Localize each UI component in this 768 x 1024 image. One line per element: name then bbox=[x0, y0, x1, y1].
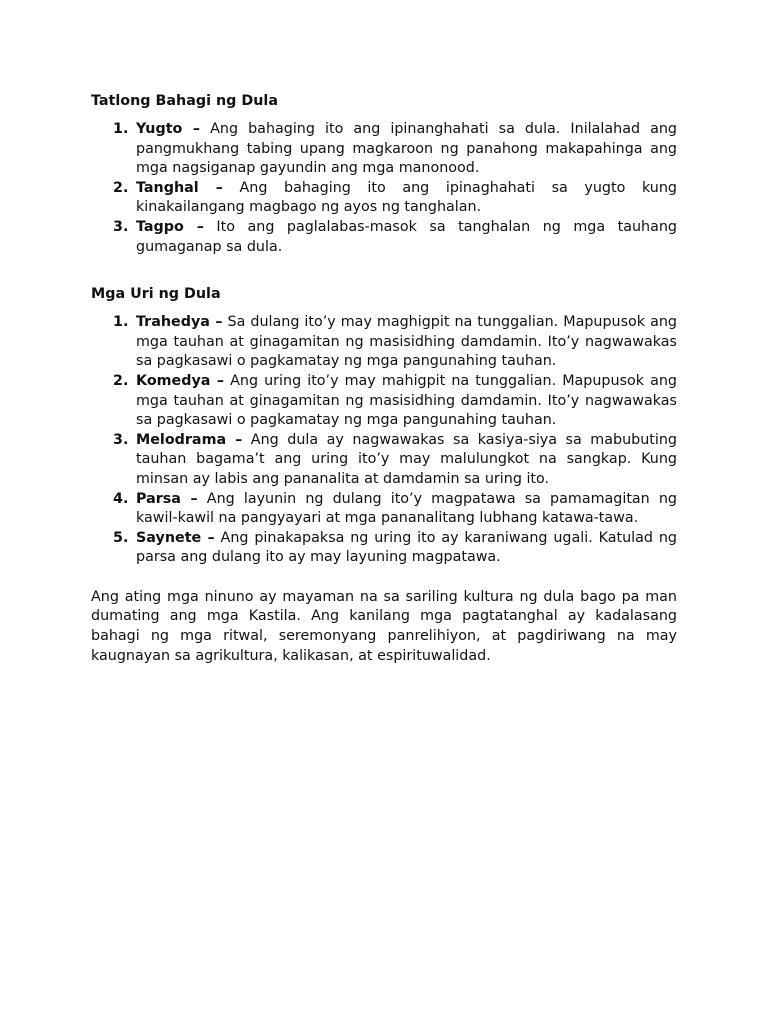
term-label: Saynete – bbox=[136, 529, 215, 546]
section-heading-mga-uri: Mga Uri ng Dula bbox=[91, 286, 221, 303]
list-item bbox=[113, 179, 677, 218]
list-tatlong-bahagi bbox=[91, 120, 677, 257]
list-number: 4. bbox=[113, 490, 129, 507]
list-item bbox=[113, 372, 678, 431]
term-definition: Ang bahaging ito ang ipinanghahati sa dula. Inilalahad ang pangmukhang tabing upang magkaroon ng panahong makapahinga ang mga nagsiganap gayundin ang mga manonood. bbox=[136, 121, 678, 177]
term-definition: Ang layunin ng dulang ito’y magpatawa sa pamamagitan ng kawil-kawil na pangyayari at mga pananalitang lubhang katawa-tawa. bbox=[136, 490, 678, 527]
term-label: Parsa – bbox=[136, 490, 198, 507]
term-definition: Ang uring ito’y may mahigpit na tunggalian. Mapupusok ang mga tauhan at ginagamitan ng masisidhing damdamin. Ito’y nagwawakas sa pagkasawi o pagkamatay ng mga pangunahing tauhan. bbox=[136, 372, 678, 429]
term-definition: Ang pinakapaksa ng uring ito ay karaniwang ugali. Katulad ng parsa ang dulang ito ay may layuning magpatawa. bbox=[136, 529, 677, 566]
list-number: 2. bbox=[113, 179, 129, 196]
term-definition: Ang dula ay nagwawakas sa kasiya-siya sa mabubuting tauhan bagama’t ang uring ito’y may malulungkot na sangkap. Kung minsan ay labis ang pananalita at damdamin sa uring ito. bbox=[136, 431, 677, 487]
list-item bbox=[113, 490, 678, 529]
term-label: Tagpo – bbox=[136, 218, 204, 235]
term-label: Yugto – bbox=[136, 121, 201, 137]
list-item bbox=[113, 529, 677, 568]
term-label: Komedya – bbox=[136, 372, 225, 389]
list-item bbox=[113, 218, 677, 257]
section-heading-tatlong-bahagi: Tatlong Bahagi ng Dula bbox=[91, 93, 278, 109]
list-number: 1. bbox=[113, 314, 129, 331]
list-number: 3. bbox=[113, 431, 129, 448]
list-number: 3. bbox=[113, 218, 129, 235]
term-label: Melodrama – bbox=[136, 431, 243, 448]
list-item bbox=[113, 431, 677, 490]
term-definition: Ang bahaging ito ang ipinaghahati sa yugto kung kinakailangang magbago ng ayos ng tanghalan. bbox=[136, 179, 677, 216]
list-mga-uri bbox=[91, 313, 677, 568]
list-number: 1. bbox=[113, 121, 129, 137]
term-definition: Ito ang paglalabas-masok sa tanghalan ng mga tauhang gumaganap sa dula. bbox=[136, 218, 677, 255]
document-page bbox=[91, 90, 677, 666]
list-item bbox=[113, 120, 678, 179]
list-item bbox=[113, 313, 677, 372]
term-definition: Sa dulang ito’y may maghigpit na tunggalian. Mapupusok ang mga tauhan at ginagamitan ng masisidhing damdamin. Ito’y nagwawakas sa pagkasawi o pagkamatay ng mga pangunahing tauhan. bbox=[136, 314, 677, 370]
list-number: 2. bbox=[113, 372, 129, 389]
term-label: Tanghal – bbox=[136, 179, 223, 196]
term-label: Trahedya – bbox=[136, 314, 223, 331]
list-number: 5. bbox=[113, 529, 129, 546]
closing-paragraph: Ang ating mga ninuno ay mayaman na sa sariling kultura ng dula bago pa man dumating ang mga Kastila. Ang kanilang mga pagtatanghal ay kadalasang bahagi ng mga ritwal, seremonyang panrelihiyon, at pagdiriwang na may kaugnayan sa agrikultura, kalikasan, at espirituwalidad. bbox=[91, 588, 677, 664]
